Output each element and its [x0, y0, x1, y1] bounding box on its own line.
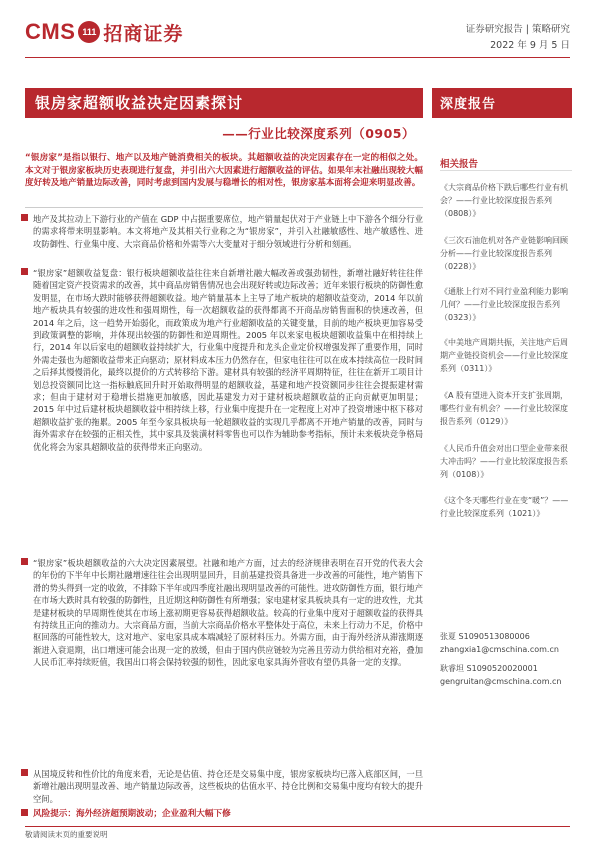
related-report-item[interactable]: 《中美地产周期共振，关注地产后周期产业链投资机会——行业比较深度系列（0311）》	[440, 338, 568, 373]
related-report-item[interactable]: 《大宗商品价格下跌后哪些行业有机会？——行业比较深度报告系列（0808）》	[440, 183, 568, 218]
sidebar-title: 深度报告	[440, 97, 497, 112]
related-report-item[interactable]: 《三次石油危机对各产业链影响回顾分析——行业比较深度报告系列（0228）》	[440, 236, 568, 271]
body-paragraph	[33, 557, 423, 669]
related-reports-heading: 相关报告	[440, 159, 479, 170]
analyst-name: 耿睿坦 S1090520020001	[440, 664, 538, 673]
body-paragraph	[33, 768, 423, 805]
body-paragraph	[33, 267, 423, 453]
body-paragraph	[33, 213, 423, 250]
logo-text-en: CMS	[25, 19, 76, 44]
bullet-icon	[21, 214, 28, 221]
analyst-info	[440, 630, 559, 656]
analyst-email[interactable]: zhangxia1@cmschina.com.cn	[440, 645, 559, 654]
logo-text-cn: 招商证券	[103, 22, 184, 45]
related-report-item[interactable]: 《这个冬天哪些行业在变“暖”？——行业比较深度系列（1021）》	[440, 496, 569, 518]
paragraph-text: “银房家”板块超额收益的六大决定因素展望。社融和地产方面，过去的经济规律表明在召开党的代表大会的年份的下半年中长期社融增速往往会出现明显回升，目前基建投资具备进一步改善的可能性，地产销售下滑的势头得到一定的收敛，不排除下半年或四季度社融出现明显改善的可能性。进攻防御性方面，银行地产在市场大跌时具有较强的防御性，且近期这种防御性有所增强；家电建材家具板块具有一定的进攻性，尤其是建材板块的早周期性使其在市场上涨初期更容易获得超额收益。较高的行业集中度对于超额收益的获得具有持续且正向的推动力。大宗商品方面，当前大宗商品价格水平整体处于高位，未来上行动力不足，价格中枢回落的可能性较大，这对地产、家电家具成本端减轻了原材料压力。外需方面，由于海外经济从滞涨期逐渐进入衰退期，出口增速可能会出现一定的放缓，但由于国内供应链较为完善且劳动力供给相对充裕，叠加人民币汇率持续贬值，我国出口将会保持较强的韧性，因此家电家具海外营收有望仍具备一定的支撑。	[33, 558, 423, 668]
paragraph-text: 地产及其拉动上下游行业的产值在 GDP 中占据重要席位，地产销量起伏对于产业链上中下游各个细分行业的需求将带来明显影响。本文将地产及其相关行业称之为“银房家”，并引入社融敏感性、地产敏感性、进攻防御性、行业集中度、大宗商品价格和外需等六大变量对于细分领域进行分析和刻画。	[33, 214, 423, 249]
report-date: 2022 年 9 月 5 日	[490, 40, 570, 51]
header-meta	[466, 22, 570, 54]
report-type: 证券研究报告 | 策略研究	[465, 24, 570, 35]
related-report-item[interactable]: 《人民币升值会对出口型企业带来很大冲击吗？——行业比较深度报告系列（0108）》	[440, 444, 568, 479]
analyst-email[interactable]: gengruitan@cmschina.com.cn	[440, 677, 562, 686]
bullet-icon	[21, 809, 28, 816]
report-title: 银房家超额收益决定因素探讨	[35, 94, 244, 112]
footer-divider	[25, 826, 570, 827]
analyst-info	[440, 662, 562, 688]
company-logo	[25, 18, 183, 46]
related-report-item[interactable]: 《通胀上行对不同行业盈利能力影响几何？——行业比较深度报告系列（0323）》	[440, 287, 568, 322]
paragraph-text: “银房家”超额收益复盘：银行板块超额收益往往来自新增社融大幅改善或强劲韧性，新增社融好转往往伴随着国定资产投资需求的改善，其中商品房销售情况也会出现好转或边际改善；近年来银行板块的防御性愈发明显，在市场大跌时能够获得超额收益。地产销量基本上主导了地产板块的超额收益变动，2014 年以前地产板块具有较强的进攻性和强周期性，每一次超额收益的获得都离不开商品房销售面积的快速改善，但 2014 年之后，这一趋势开始弱化，而政策成为地产行业超额收益的关键变量，目前的地产板块更加容易受到政策调整的影响，并体现出较强的防御性和逆周期性。2005 年以来家电板块超额收益集中在相持续上行，2014 年以后家电的超额收益持续扩大，行业集中度提升和龙头企业定价权增强发挥了重要作用，同时外需走强也为超额收益带来正向驱动；原材料成本压力仍然存在，但家电往往可以在成本持续高位一段时间之后择其慢慢消化，最终以提价的方式转移给下游。建材具有较强的经济平周期特征，往往在新开工项目计划总投资额同比这一指标触底回升时开始取得明显的超额收益，基建和地产投资额同步往往会提振建材需求；但由于建材对于稳增长措施更加敏感，因此基建发力对于建材板块超额收益的正向贡献更加明显；2015 年中过后建材板块超额收益中相持续上移，行业集中度提升在一定程度上对冲了投资增速中枢下移对超额收益扩张的拖累。2005 年至今家具板块每一轮超额收益的实现几乎都离不开地产销量的改善，同时与海外需求存在较强的正相关性，其中家具及装潢材料零售也可以作为辅助参考指标，预计未来板块竞争格局优化将会为家具超额收益的获得带来正向驱动。	[33, 268, 423, 452]
bullet-icon	[21, 558, 28, 565]
analyst-name: 张夏 S1090513080006	[440, 632, 530, 641]
report-subtitle: ——行业比较深度系列（0905）	[222, 126, 415, 141]
summary-paragraph: “银房家”是指以银行、地产以及地产链消费相关的板块。其超额收益的决定因素存在一定的相似之处。本文对于银房家板块历史表现进行复盘，并引出六大因素进行超额收益的评估。如果年末社融出现较大幅度好转及地产销量边际改善，同时考虑到国内发展与稳增长的相对性，银房家基本面将会迎来明显改善。	[25, 153, 423, 189]
paragraph-text: 从国境反转和性价比的角度来看，无论是估值、持仓还是交易集中度，银房家板块均已落入底部区间，一旦新增社融出现明显改善、地产销量边际改善，这些板块的估值水平、持仓比例和交易集中度均有较大的提升空间。	[33, 769, 423, 804]
logo-badge-icon: 111	[78, 21, 100, 43]
related-report-item[interactable]: 《A 股有望进入资本开支扩张周期，哪些行业有机会？——行业比较深度报告系列（0129）》	[440, 391, 569, 426]
bullet-icon	[21, 769, 28, 776]
summary-divider	[25, 207, 423, 208]
sidebar-divider	[440, 170, 572, 171]
bullet-icon	[21, 268, 28, 275]
header-divider	[25, 57, 570, 58]
risk-text: 风险提示：海外经济超预期波动；企业盈利大幅下修	[33, 809, 231, 819]
risk-warning	[33, 807, 231, 819]
footer-note: 敬请阅读末页的重要说明	[25, 830, 108, 839]
